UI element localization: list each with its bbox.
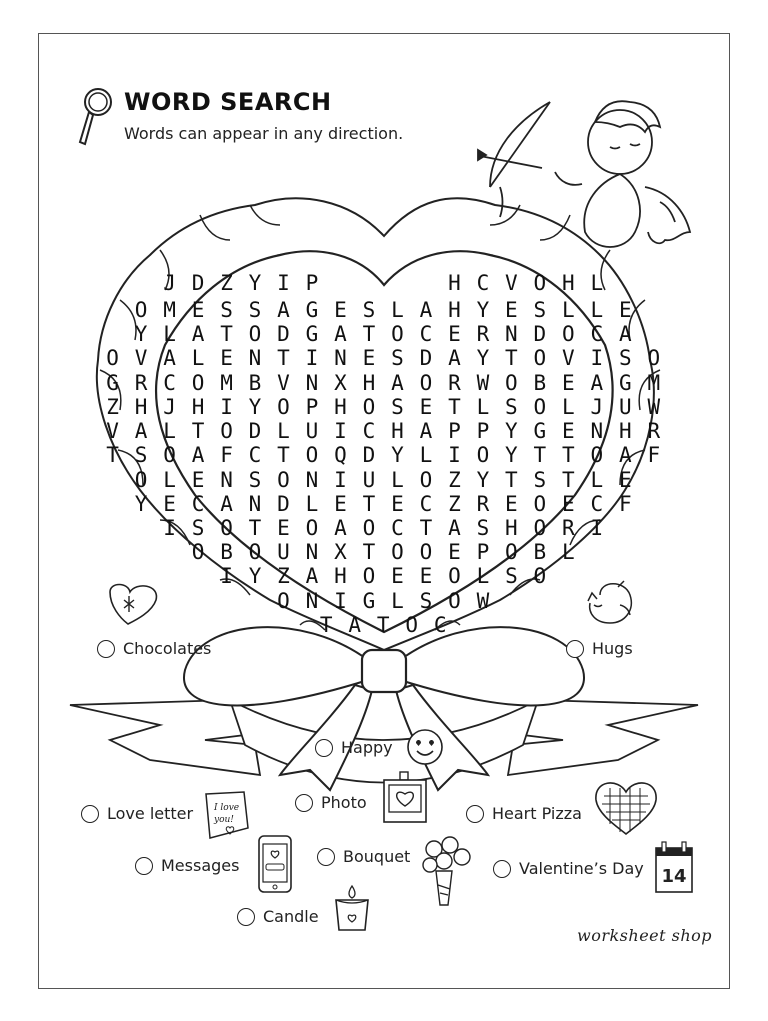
word-label: Photo [321,793,367,812]
grid-row: O M E S S A G E S L A H Y E S L L E [134,298,634,322]
chocolate-box-icon [106,580,166,626]
checkbox-circle[interactable] [466,805,484,823]
word-label: Hugs [592,639,633,658]
calendar-icon [652,840,696,896]
grid-row: Y L A T O D G A T O C E R N D O C A [134,322,634,346]
page-title: WORD SEARCH [124,88,332,116]
bouquet-icon [418,835,474,911]
grid-row: J D Z Y I P H C V O H L [163,271,605,295]
grid-row: I Y Z A H O E E O L S O [220,564,548,588]
grid-row: O V A L E N T I N E S D A Y T O V I S O [106,346,662,370]
word-heart-pizza[interactable] [466,804,582,823]
word-label: Messages [161,856,240,875]
grid-row: I S O T E O A O C T A S H O R I [163,516,605,540]
checkbox-circle[interactable] [315,739,333,757]
checkbox-circle[interactable] [295,794,313,812]
word-label: Bouquet [343,847,411,866]
word-messages[interactable] [135,856,239,875]
grid-row: Y E C A N D L E T E C Z R E O E C F [134,492,634,516]
checkbox-circle[interactable] [81,805,99,823]
word-label: Heart Pizza [492,804,582,823]
checkbox-circle[interactable] [317,848,335,866]
heart-pizza-icon [592,778,660,836]
phone-messages-icon [253,834,297,894]
word-hugs[interactable] [566,639,633,658]
grid-row: Z H J H I Y O P H O S E T L S O L J U W [106,395,662,419]
photo-frame-icon [380,770,430,826]
word-chocolates[interactable] [97,639,211,658]
word-label: Candle [263,907,319,926]
love-letter-icon [198,788,254,844]
word-photo[interactable] [295,793,367,812]
grid-row: O L E N S O N I U L O Z Y T S T L E [134,468,634,492]
cat-hug-icon [580,575,642,627]
candle-icon [332,884,372,934]
grid-row: O N I G L S O W [277,589,491,613]
grid-row: V A L T O D L U I C H A P P Y G E N H R [106,419,662,443]
love-note-text: I love [214,803,240,813]
cupid-icon [470,92,700,272]
grid-row: G R C O M B V N X H A O R W O B E A G M [106,371,662,395]
page-subtitle: Words can appear in any direction. [124,124,404,143]
checkbox-circle[interactable] [97,640,115,658]
checkbox-circle[interactable] [237,908,255,926]
word-label: Happy [341,738,393,757]
word-label: Chocolates [123,639,212,658]
word-valentines-day[interactable] [493,859,644,878]
checkbox-circle[interactable] [135,857,153,875]
checkbox-circle[interactable] [493,860,511,878]
brand-signature: worksheet shop [577,926,713,945]
word-bouquet[interactable] [317,847,410,866]
grid-row: T A T O C [319,613,449,637]
word-candle[interactable] [237,907,319,926]
word-happy[interactable] [315,738,393,757]
grid-row: T S O A F C T O Q D Y L I O Y T T O A F [106,443,662,467]
word-label: Love letter [107,804,194,823]
calendar-day: 14 [661,866,687,887]
grid-row: O B O U N X T O O E P O B L [191,540,577,564]
word-label: Valentine’s Day [519,859,644,878]
checkbox-circle[interactable] [566,640,584,658]
word-love-letter[interactable] [81,804,193,823]
svg-text:you!: you! [214,815,234,825]
happy-face-icon [405,727,445,767]
